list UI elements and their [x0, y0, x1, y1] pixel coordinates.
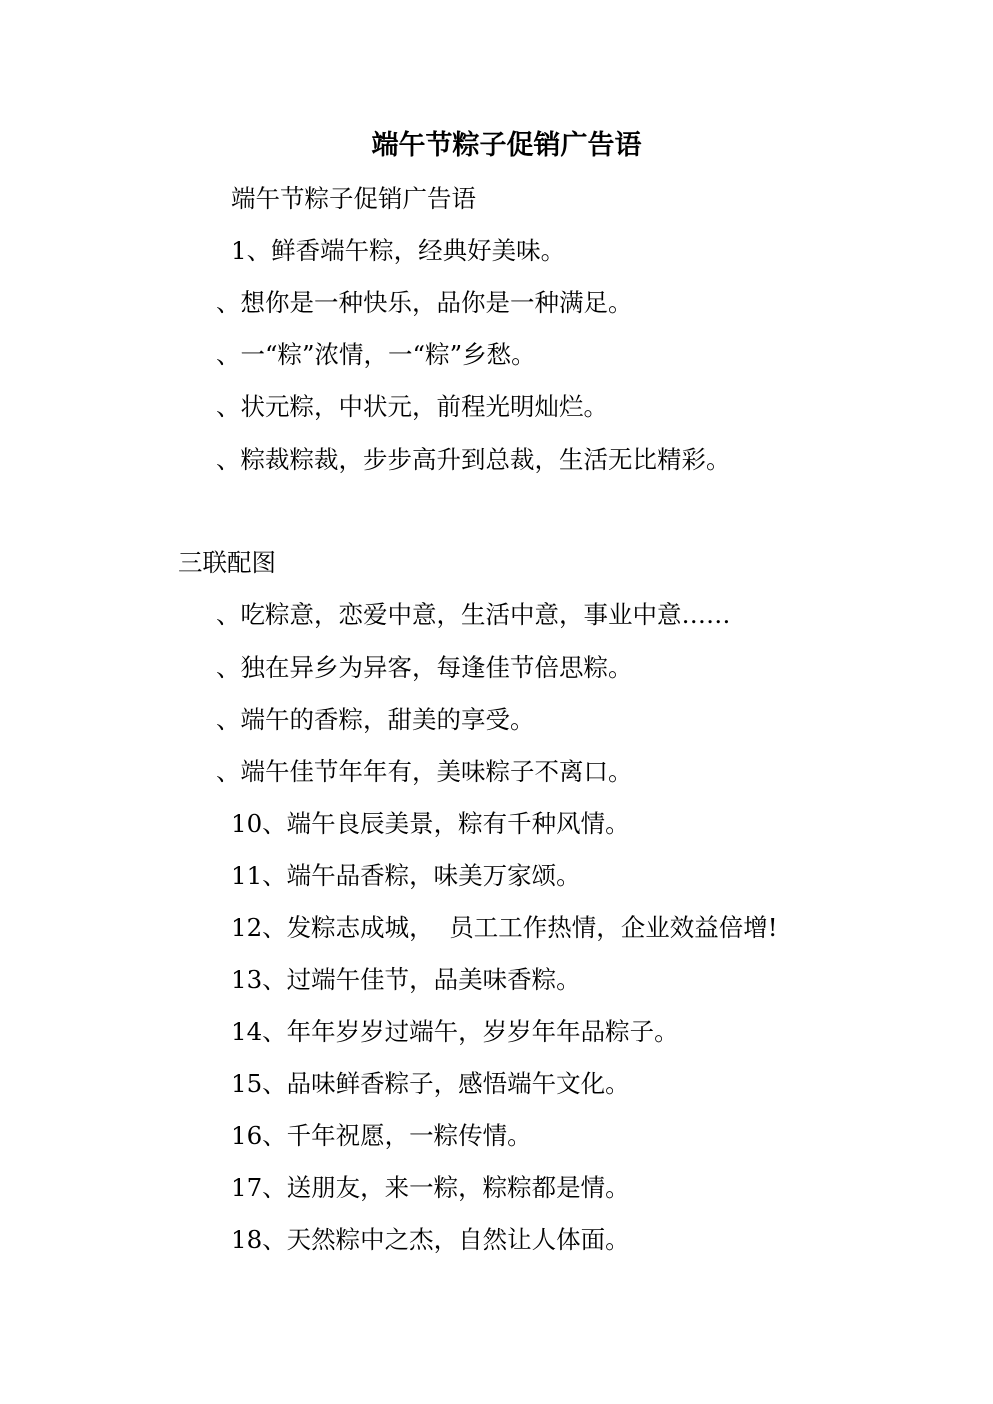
- list-item: 10、端午良辰美景，粽有千种风情。: [231, 809, 630, 838]
- document-subtitle: 端午节粽子促销广告语: [231, 184, 476, 213]
- list-item: 、吃粽意，恋爱中意，生活中意，事业中意……: [216, 600, 731, 629]
- list-item: 1、鲜香端午粽，经典好美味。: [231, 236, 566, 265]
- list-item: 17、送朋友，来一粽，粽粽都是情。: [231, 1173, 630, 1202]
- section-heading: 三联配图: [178, 548, 276, 577]
- list-item: 、粽裁粽裁，步步高升到总裁，生活无比精彩。: [216, 445, 731, 474]
- list-item: 、状元粽，中状元，前程光明灿烂。: [216, 392, 608, 421]
- list-item: 、想你是一种快乐，品你是一种满足。: [216, 288, 633, 317]
- document-title: 端午节粽子促销广告语: [371, 130, 642, 161]
- list-item: 12、发粽志成城， 员工工作热情，企业效益倍增!: [231, 913, 778, 942]
- list-item: 、端午佳节年年有，美味粽子不离口。: [216, 757, 633, 786]
- list-item: 18、天然粽中之杰，自然让人体面。: [231, 1225, 630, 1254]
- list-item: 13、过端午佳节，品美味香粽。: [231, 965, 581, 994]
- list-item: 、端午的香粽，甜美的享受。: [216, 705, 535, 734]
- list-item: 16、千年祝愿，一粽传情。: [231, 1121, 532, 1150]
- list-item: 15、品味鲜香粽子，感悟端午文化。: [231, 1069, 630, 1098]
- list-item: 、一“粽”浓情，一“粽”乡愁。: [216, 340, 536, 369]
- list-item: 11、端午品香粽，味美万家颂。: [231, 861, 581, 890]
- list-item: 14、年年岁岁过端午，岁岁年年品粽子。: [231, 1017, 679, 1046]
- list-item: 、独在异乡为异客，每逢佳节倍思粽。: [216, 653, 633, 682]
